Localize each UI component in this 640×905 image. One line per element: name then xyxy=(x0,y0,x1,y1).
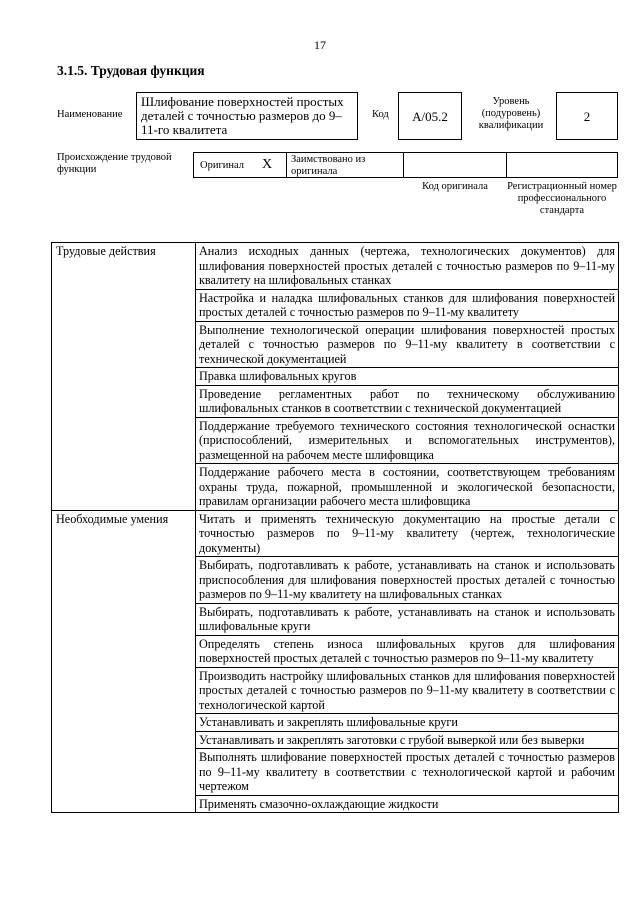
labor-action-item: Поддержание рабочего места в состоянии, соответствующем требованиям охраны труда, пожарной, промышленной и экологической безопасности, правилам организации рабочего места шлифовщика xyxy=(196,464,619,511)
skill-item: Выполнять шлифование поверхностей простых деталей с точностью размеров по 9–11-му квалитету в соответствии с технологической картой и рабочим чертежом xyxy=(196,749,619,796)
level-box xyxy=(556,92,618,140)
skill-item: Выбирать, подготавливать к работе, устанавливать на станок и использовать приспособления для шлифования поверхностей простых деталей с точностью размеров по 9–11-му квалитету на шлифовальных станках xyxy=(196,557,619,604)
reg-number-box xyxy=(506,152,618,178)
labor-action-item: Анализ исходных данных (чертежа, технологических документов) для шлифования поверхностей простых деталей с точностью размеров по 9–11-му квалитету на шлифовальных станках xyxy=(196,243,619,290)
skill-item: Определять степень износа шлифовальных кругов для шлифования поверхностей простых деталей с точностью размеров по 9–11-му квалитету xyxy=(196,635,619,667)
skill-item: Устанавливать и закреплять заготовки с грубой выверкой или без выверки xyxy=(196,731,619,749)
skill-item: Читать и применять техническую документацию на простые детали с точностью размеров по 9–11-му квалитету (чертеж, технологические документы) xyxy=(196,510,619,557)
table-row xyxy=(52,510,619,557)
name-label: Наименование xyxy=(57,109,123,120)
code-value: A/05.2 xyxy=(412,109,448,124)
code-box xyxy=(398,92,462,140)
labor-actions-label: Трудовые действия xyxy=(52,243,196,511)
labor-action-item: Поддержание требуемого технического состояния технологической оснастки (приспособлений, измерительных и вспомогательных инструментов), размещенной на рабочем месте шлифовщика xyxy=(196,417,619,464)
level-label: Уровень (подуровень) квалификации xyxy=(478,96,544,131)
borrowed-box xyxy=(286,152,404,178)
labor-action-item: Выполнение технологической операции шлифования поверхностей простых деталей с точностью размеров по 9–11-му квалитету в соответствии с технической документацией xyxy=(196,321,619,368)
skill-item: Производить настройку шлифовальных станков для шлифования поверхностей простых деталей с точностью размеров по 9–11-му квалитету в соответствии с технологической картой xyxy=(196,667,619,714)
code-original-box xyxy=(403,152,507,178)
table-row xyxy=(52,243,619,290)
labor-action-item: Настройка и наладка шлифовальных станков для шлифования поверхностей простых деталей с точностью размеров по 9–11-му квалитету xyxy=(196,289,619,321)
section-title: 3.1.5. Трудовая функция xyxy=(57,63,205,78)
labor-action-item: Правка шлифовальных кругов xyxy=(196,368,619,386)
level-value: 2 xyxy=(583,109,591,124)
skills-label: Необходимые умения xyxy=(52,510,196,813)
page-number: 17 xyxy=(314,38,326,52)
function-name: Шлифование поверхностей простых деталей с точностью размеров до 9–11-го квалитета xyxy=(141,94,344,137)
original-label: Оригинал xyxy=(200,160,244,171)
origin-label: Происхождение трудовой функции xyxy=(57,152,172,175)
skill-item: Выбирать, подготавливать к работе, устанавливать на станок и использовать шлифовальные круги xyxy=(196,603,619,635)
code-original-label: Код оригинала xyxy=(422,181,488,192)
labor-action-item: Проведение регламентных работ по техническому обслуживанию шлифовальных станков в соответствии с технической документацией xyxy=(196,385,619,417)
original-box xyxy=(193,152,287,178)
skill-item: Применять смазочно-охлаждающие жидкости xyxy=(196,795,619,813)
function-table xyxy=(51,242,619,813)
skill-item: Устанавливать и закреплять шлифовальные круги xyxy=(196,714,619,732)
code-label: Код xyxy=(372,109,389,120)
reg-number-label: Регистрационный номер профессионального стандарта xyxy=(507,181,617,216)
name-box xyxy=(136,92,358,140)
original-mark: X xyxy=(262,157,273,172)
borrowed-label: Заимствовано из оригинала xyxy=(291,154,366,177)
